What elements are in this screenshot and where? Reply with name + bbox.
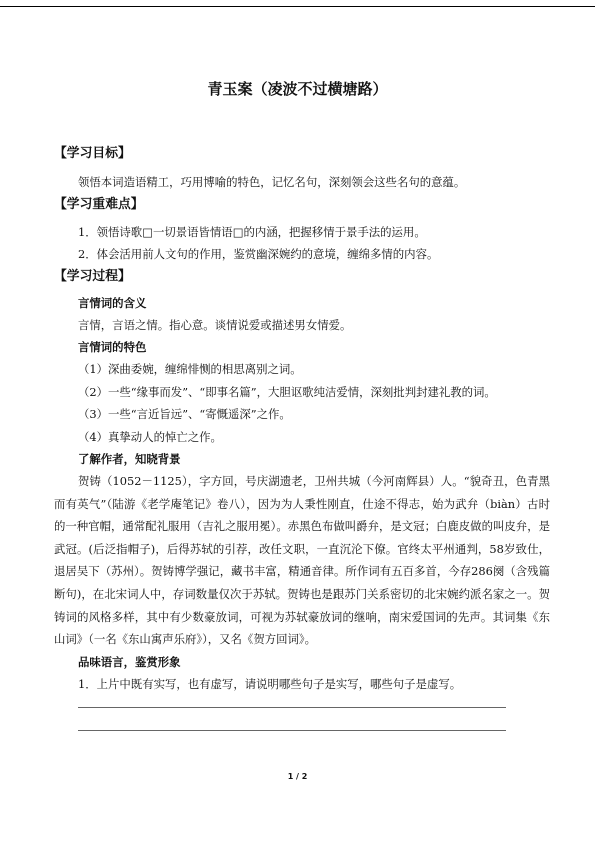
answer-line-1 bbox=[78, 707, 506, 708]
subheading-features: 言情词的特色 bbox=[78, 340, 147, 354]
document-body bbox=[54, 144, 554, 731]
feature-item-3: （3）一些“言近旨远”、“寄慨遥深”之作。 bbox=[78, 407, 291, 421]
feature-item-1: （1）深曲委婉，缠绵悱恻的相思离别之词。 bbox=[78, 362, 302, 376]
section-heading-goal: 【学习目标】 bbox=[54, 146, 131, 161]
feature-item-4: （4）真挚动人的悼亡之作。 bbox=[78, 429, 222, 444]
subheading-author: 了解作者，知晓背景 bbox=[78, 452, 181, 466]
answer-line-2 bbox=[78, 730, 506, 731]
header-rule bbox=[0, 6, 595, 7]
goal-text: 领悟本词造语精工，巧用博喻的特色，记忆名句，深刻领会这些名句的意蕴。 bbox=[78, 175, 466, 189]
question-1: 1．上片中既有实写，也有虚写，请说明哪些句子是实写，哪些句子是虚写。 bbox=[78, 676, 462, 691]
feature-item-2: （2）一些“缘事而发”、“即事名篇”，大胆讴歌纯洁爱情，深刻批判封建礼教的词。 bbox=[78, 384, 496, 399]
page-title: 青玉案（凌波不过横塘路） bbox=[207, 80, 388, 98]
key-item-2: 2．体会活用前人文句的作用，鉴赏幽深婉约的意境，缠绵多情的内容。 bbox=[78, 247, 439, 261]
key-item-1: 1．领悟诗歌□一切景语皆情语□的内涵，把握移情于景手法的运用。 bbox=[78, 224, 426, 239]
author-text: 贺铸（1052－1125），字方回，号庆湖遗老，卫州共城（今河南辉县）人。“貌奇丑，色青黑而有英气”（陆游《老学庵笔记》卷八），因为为人秉性刚直，仕途不得志，始为武弁（biàn）古时的一种官帽，通常配礼服用（吉礼之服用冕）。赤黑色布做叫爵弁，是文冠；白鹿皮做的叫皮弁，是武冠。(后泛指帽子)，后得苏轼的引荐，改任文职，一直沉沦下僚。官终太平州通判，58岁致仕，退居吴下（苏州）。贺铸博学强记，藏书丰富，精通音律。所作词有五百多首，今存286阕（含残篇断句)，在北宋词人中，存词数量仅次于苏轼。贺铸也是跟苏门关系密切的北宋婉约派名家之一。贺铸词的风格多样，其中有少数豪放词，可视为苏轼豪放词的继响，南宋爱国词的先声。其词集《东山词》（一名《东山寓声乐府》），又名《贺方回词》。 bbox=[54, 474, 550, 647]
subheading-appreciate: 品味语言，鉴赏形象 bbox=[78, 654, 181, 669]
subheading-meaning: 言情词的含义 bbox=[78, 295, 147, 310]
section-heading-process: 【学习过程】 bbox=[54, 268, 131, 284]
page-number: 1 / 2 bbox=[287, 772, 308, 781]
section-heading-key: 【学习重难点】 bbox=[54, 196, 144, 212]
meaning-text: 言情，言语之情。指心意。谈情说爱或描述男女情爱。 bbox=[78, 317, 352, 332]
